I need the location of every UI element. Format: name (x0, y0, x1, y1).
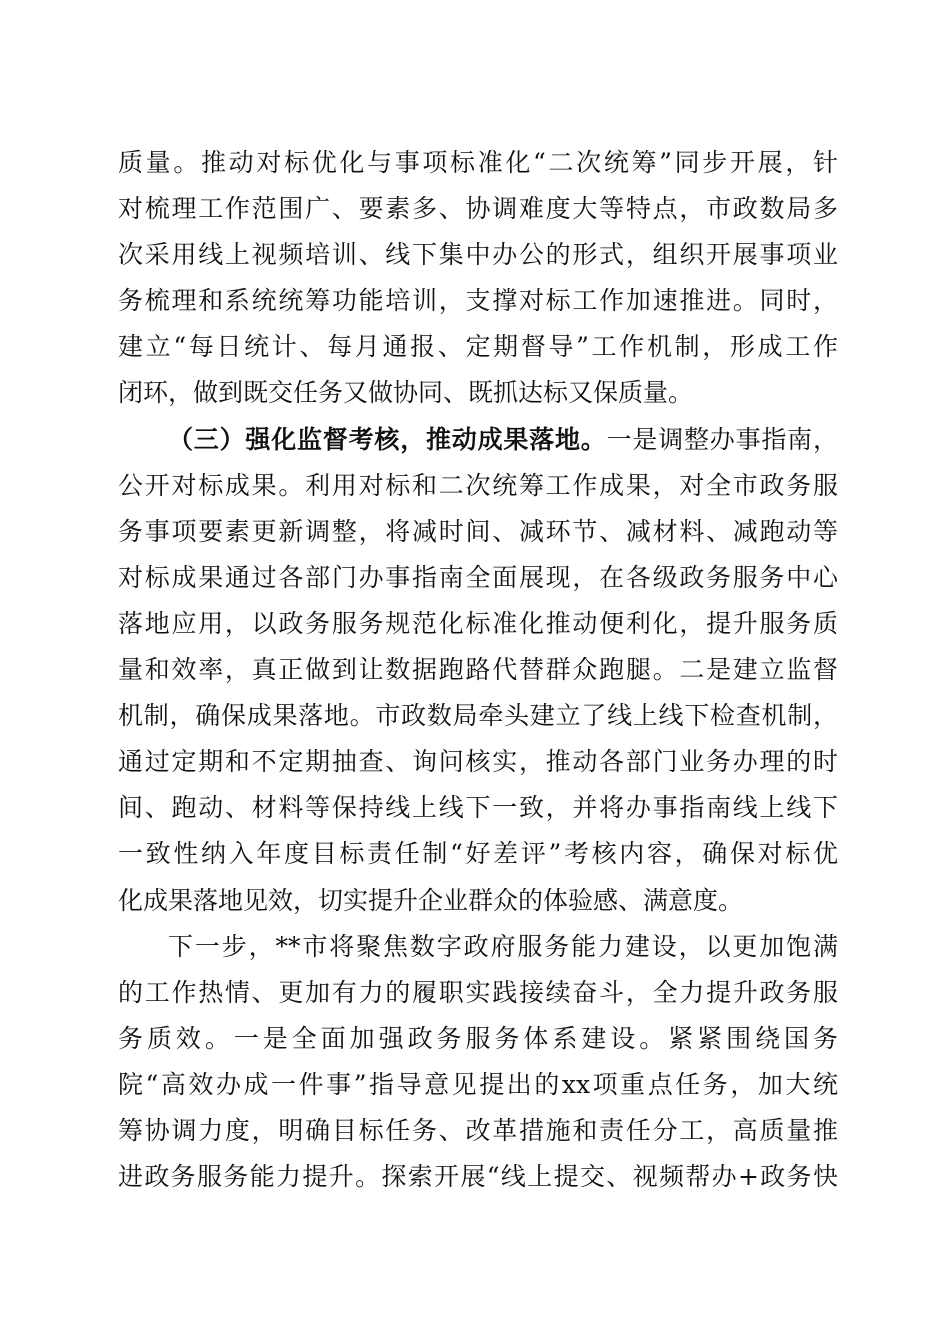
paragraph-line: 间、跑动、材料等保持线上线下一致，并将办事指南线上线下 (118, 793, 838, 823)
paragraph-line: 进政务服务能力提升。探索开展“线上提交、视频帮办+政务快 (118, 1162, 838, 1192)
paragraph-first-line: 下一步，**市将聚焦数字政府服务能力建设，以更加饱满 (168, 931, 838, 961)
section-heading-rest: 一是调整办事指南， (606, 424, 838, 454)
section-heading: （三）强化监督考核，推动成果落地。 (168, 424, 607, 454)
paragraph-line: 量和效率，真正做到让数据跑路代替群众跑腿。二是建立监督 (118, 655, 838, 685)
paragraph-line: 筹协调力度，明确目标任务、改革措施和责任分工，高质量推 (118, 1115, 838, 1145)
paragraph-line: 公开对标成果。利用对标和二次统筹工作成果，对全市政务服 (118, 470, 838, 500)
paragraph-line: 建立“每日统计、每月通报、定期督导”工作机制，形成工作 (118, 332, 838, 362)
paragraph-line: 务质效。一是全面加强政务服务体系建设。紧紧围绕国务 (118, 1023, 838, 1053)
paragraph-line: 闭环，做到既交任务又做协同、既抓达标又保质量。 (118, 378, 694, 408)
paragraph-line: 院“高效办成一件事”指导意见提出的xx项重点任务，加大统 (118, 1069, 838, 1099)
paragraph-line: 对标成果通过各部门办事指南全面展现，在各级政务服务中心 (118, 562, 838, 592)
paragraph-line: 质量。推动对标优化与事项标准化“二次统筹”同步开展，针 (118, 148, 838, 177)
paragraph-line: 落地应用，以政务服务规范化标准化推动便利化，提升服务质 (118, 608, 838, 638)
document-body (118, 140, 838, 1200)
paragraph-line: 务事项要素更新调整，将减时间、减环节、减材料、减跑动等 (118, 516, 838, 546)
section-heading-line (118, 417, 838, 463)
paragraph-line: 化成果落地见效，切实提升企业群众的体验感、满意度。 (118, 885, 744, 915)
paragraph-line: 务梳理和系统统筹功能培训，支撑对标工作加速推进。同时， (118, 286, 838, 316)
paragraph-line: 对梳理工作范围广、要素多、协调难度大等特点，市政数局多 (118, 194, 838, 224)
paragraph-line: 通过定期和不定期抽查、询问核实，推动各部门业务办理的时 (118, 747, 838, 777)
paragraph-line: 一致性纳入年度目标责任制“好差评”考核内容，确保对标优 (118, 839, 838, 869)
paragraph-line: 的工作热情、更加有力的履职实践接续奋斗，全力提升政务服 (118, 977, 838, 1007)
paragraph-line: 机制，确保成果落地。市政数局牵头建立了线上线下检查机制， (118, 701, 838, 731)
paragraph-line: 次采用线上视频培训、线下集中办公的形式，组织开展事项业 (118, 240, 838, 270)
